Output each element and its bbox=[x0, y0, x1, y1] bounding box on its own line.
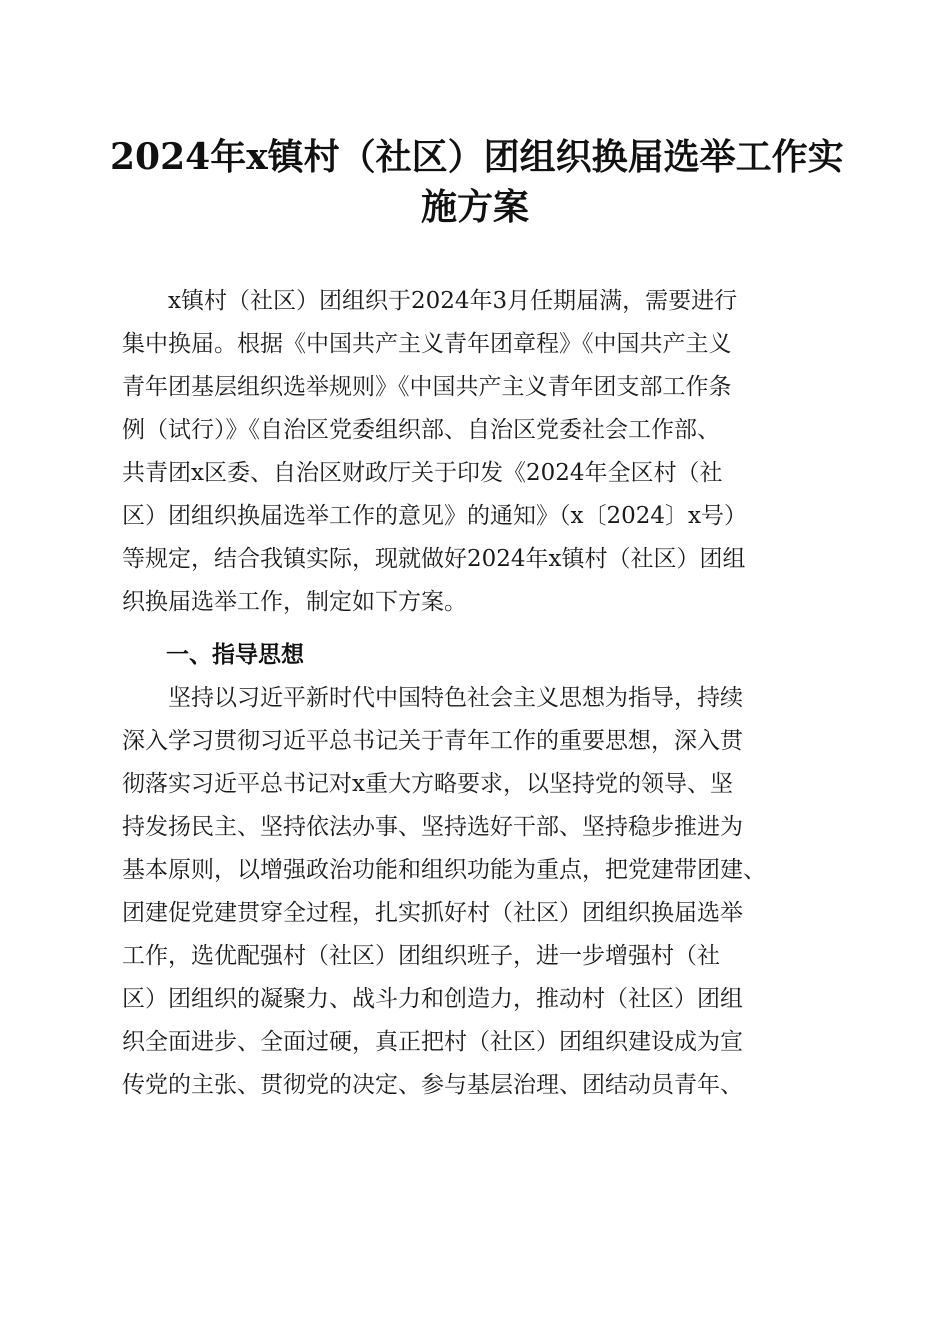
paragraph-line: 传党的主张、贯彻党的决定、参与基层治理、团结动员青年、 bbox=[122, 1072, 743, 1098]
paragraph-line: 青年团基层组织选举规则》《中国共产主义青年团支部工作条 bbox=[122, 374, 732, 400]
paragraph-line: 区）团组织换届选举工作的意见》的通知》（x〔2024〕x号） bbox=[122, 503, 747, 529]
guiding-ideology-paragraph bbox=[122, 677, 834, 1107]
paragraph-line: 区）团组织的凝聚力、战斗力和创造力，推动村（社区）团组 bbox=[122, 986, 743, 1012]
intro-paragraph bbox=[122, 280, 834, 624]
paragraph-line: 织换届选举工作，制定如下方案。 bbox=[122, 589, 467, 615]
paragraph-line: x镇村（社区）团组织于2024年3月任期届满，需要进行 bbox=[168, 288, 738, 314]
title-line: 施方案 bbox=[420, 186, 529, 228]
paragraph-line: 织全面进步、全面过硬，真正把村（社区）团组织建设成为宣 bbox=[122, 1029, 743, 1055]
paragraph-line: 持发扬民主、坚持依法办事、坚持选好干部、坚持稳步推进为 bbox=[122, 814, 743, 840]
paragraph-line: 共青团x区委、自治区财政厅关于印发《2024年全区村（社 bbox=[122, 460, 723, 486]
paragraph-line: 工作，选优配强村（社区）团组织班子，进一步增强村（社 bbox=[122, 943, 720, 969]
document-title bbox=[110, 132, 844, 232]
paragraph-line: 深入学习贯彻习近平总书记关于青年工作的重要思想，深入贯 bbox=[122, 728, 743, 754]
paragraph-line: 例（试行）》《自治区党委组织部、自治区党委社会工作部、 bbox=[122, 417, 720, 443]
paragraph-line: 集中换届。根据《中国共产主义青年团章程》《中国共产主义 bbox=[122, 331, 732, 357]
paragraph-line: 坚持以习近平新时代中国特色社会主义思想为指导，持续 bbox=[168, 685, 743, 711]
paragraph-line: 彻落实习近平总书记对x重大方略要求，以坚持党的领导、坚 bbox=[122, 771, 733, 797]
paragraph-line: 团建促党建贯穿全过程，扎实抓好村（社区）团组织换届选举 bbox=[122, 900, 743, 926]
paragraph-line: 等规定，结合我镇实际，现就做好2024年x镇村（社区）团组 bbox=[122, 546, 746, 572]
section-heading-guiding-ideology: 一、指导思想 bbox=[166, 642, 304, 668]
title-line: 2024年x镇村（社区）团组织换届选举工作实 bbox=[110, 136, 844, 178]
paragraph-line: 基本原则，以增强政治功能和组织功能为重点，把党建带团建、 bbox=[122, 857, 766, 883]
